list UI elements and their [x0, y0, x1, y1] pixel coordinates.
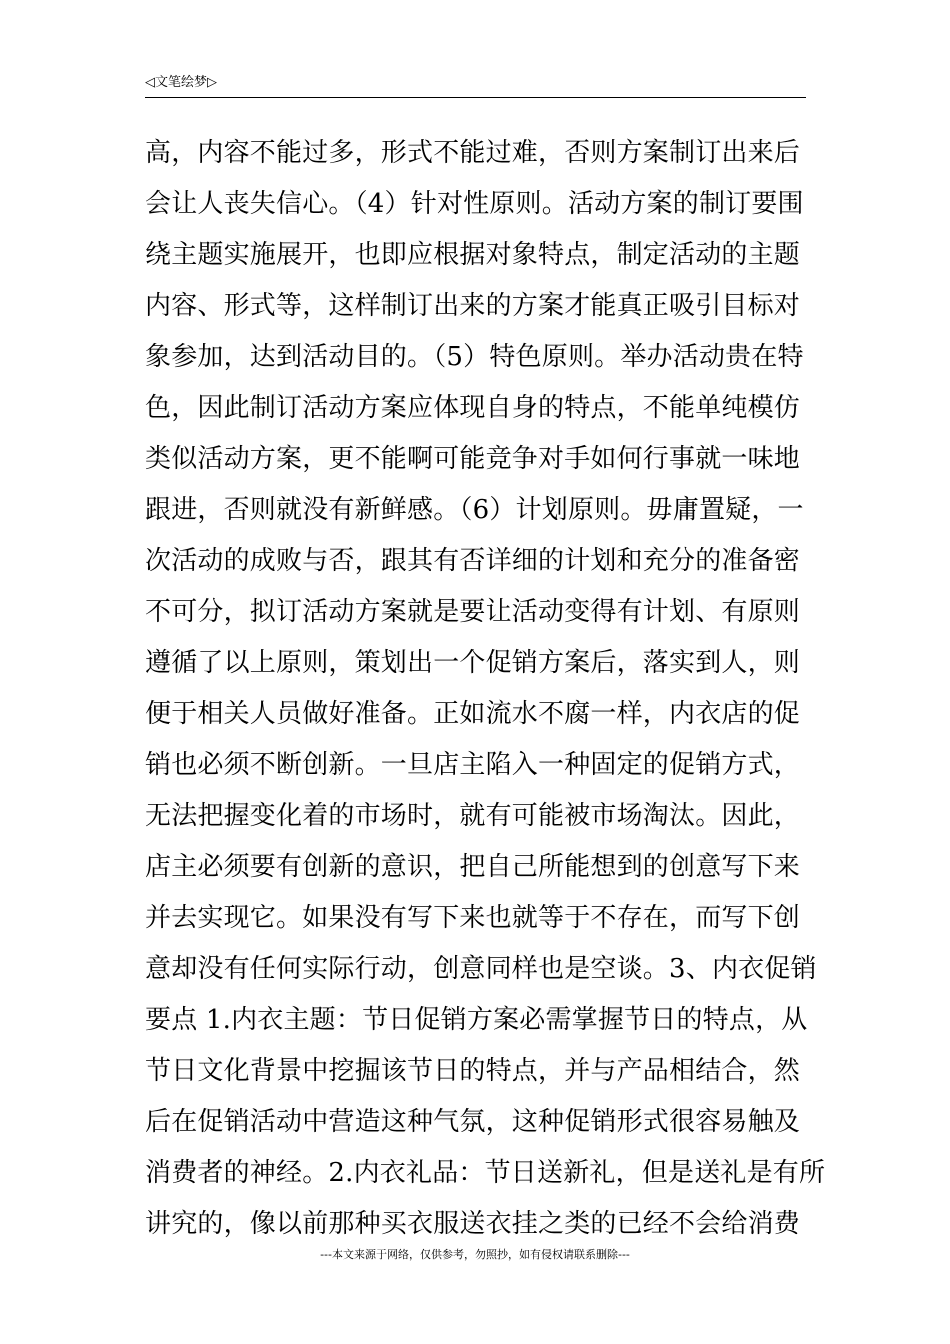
- body-line: 意却没有任何实际行动，创意同样也是空谈。3、内衣促销: [145, 954, 817, 984]
- document-body: [145, 132, 826, 1254]
- body-line: 象参加，达到活动目的。（5）特色原则。举办活动贵在特: [145, 342, 804, 372]
- body-line: 销也必须不断创新。一旦店主陷入一种固定的促销方式，: [145, 750, 801, 780]
- body-line: 遵循了以上原则，策划出一个促销方案后，落实到人，则: [145, 648, 801, 678]
- body-line: 类似活动方案，更不能啊可能竞争对手如何行事就一味地: [145, 444, 801, 474]
- body-line: 色，因此制订活动方案应体现自身的特点，不能单纯模仿: [145, 393, 801, 423]
- page-header-title: ◁文笔绘梦▷: [145, 75, 217, 90]
- body-line: 不可分，拟订活动方案就是要让活动变得有计划、有原则: [145, 597, 801, 627]
- body-line: 讲究的，像以前那种买衣服送衣挂之类的已经不会给消费: [145, 1209, 801, 1239]
- body-line: 绕主题实施展开，也即应根据对象特点，制定活动的主题: [145, 240, 801, 270]
- body-line: 后在促销活动中营造这种气氛，这种促销形式很容易触及: [145, 1107, 801, 1137]
- body-line: 要点 1.内衣主题：节日促销方案必需掌握节日的特点，从: [145, 1005, 808, 1035]
- body-line: 会让人丧失信心。（4）针对性原则。活动方案的制订要围: [145, 189, 804, 219]
- body-line: 高，内容不能过多，形式不能过难，否则方案制订出来后: [145, 138, 801, 168]
- header-divider: [145, 97, 806, 98]
- body-line: 无法把握变化着的市场时，就有可能被市场淘汰。因此，: [145, 801, 801, 831]
- body-line: 跟进，否则就没有新鲜感。（6）计划原则。毋庸置疑，一: [145, 495, 804, 525]
- body-line: 内容、形式等，这样制订出来的方案才能真正吸引目标对: [145, 291, 801, 321]
- page-footer-disclaimer: ---本文来源于网络，仅供参考，勿照抄，如有侵权请联系删除---: [320, 1248, 630, 1261]
- body-line: 消费者的神经。2.内衣礼品：节日送新礼，但是送礼是有所: [145, 1158, 826, 1188]
- body-line: 并去实现它。如果没有写下来也就等于不存在，而写下创: [145, 903, 801, 933]
- body-line: 次活动的成败与否，跟其有否详细的计划和充分的准备密: [145, 546, 801, 576]
- body-line: 店主必须要有创新的意识，把自己所能想到的创意写下来: [145, 852, 801, 882]
- body-line: 节日文化背景中挖掘该节日的特点，并与产品相结合，然: [145, 1056, 801, 1086]
- body-line: 便于相关人员做好准备。正如流水不腐一样，内衣店的促: [145, 699, 801, 729]
